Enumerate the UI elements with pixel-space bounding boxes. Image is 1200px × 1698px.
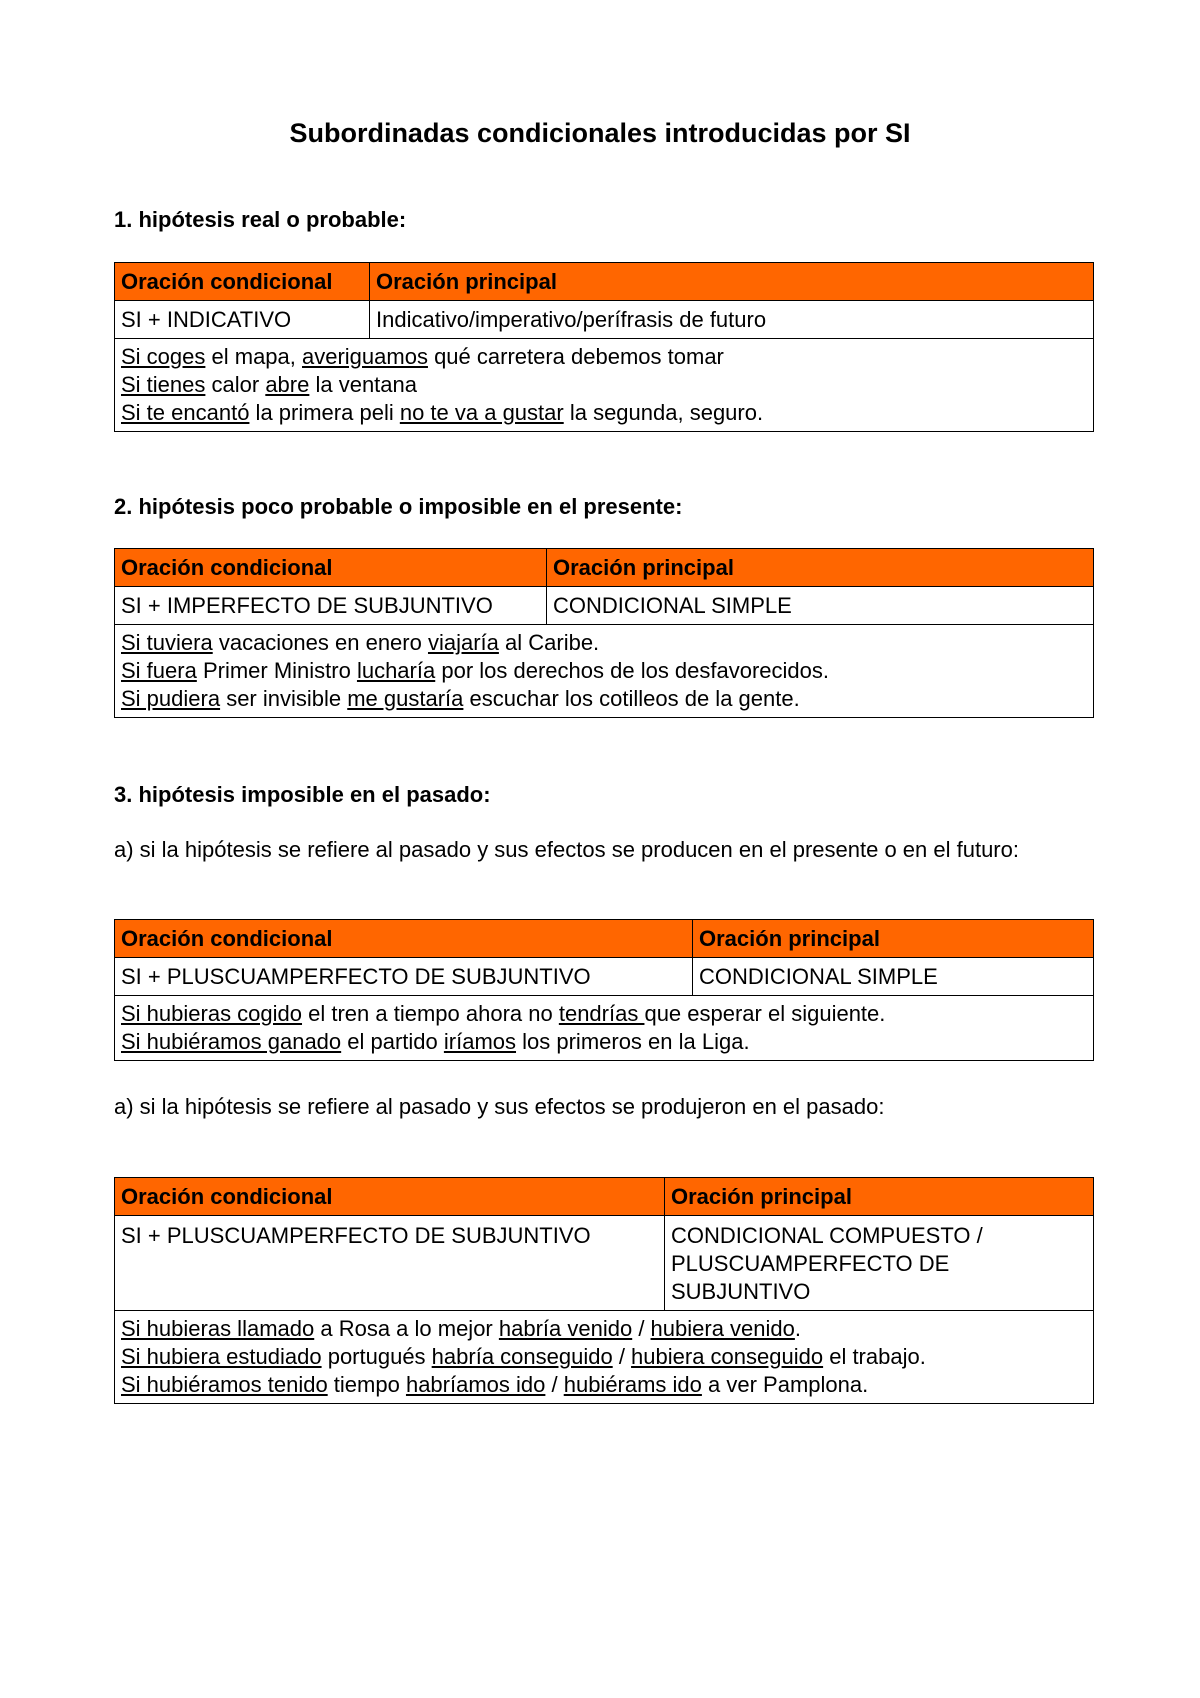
sentence-text: vacaciones en enero xyxy=(212,630,428,655)
sentence-text: la primera peli xyxy=(249,400,400,425)
example-sentence xyxy=(121,685,1087,713)
sentence-text: calor xyxy=(205,372,266,397)
table-examples-row xyxy=(115,996,1094,1061)
section-3a-table xyxy=(114,919,1094,1061)
section-3-heading: 3. hipótesis imposible en el pasado: xyxy=(114,782,491,807)
document-title: Subordinadas condicionales introducidas por SI xyxy=(289,118,911,148)
section-3b-intro: a) si la hipótesis se refiere al pasado y sus efectos se produjeron en el pasado: xyxy=(114,1094,885,1119)
example-sentence xyxy=(121,1028,1087,1056)
rule-condicional: SI + PLUSCUAMPERFECTO DE SUBJUNTIVO xyxy=(115,958,693,996)
verb-phrase: Si te encantó xyxy=(121,400,250,425)
section-1-heading: 1. hipótesis real o probable: xyxy=(114,207,407,232)
sentence-text: los primeros en la Liga. xyxy=(516,1029,750,1054)
verb-phrase: Si hubiéramos tenido xyxy=(121,1372,328,1397)
sentence-text: Primer Ministro xyxy=(196,658,357,683)
verb-phrase: habría venido xyxy=(498,1316,633,1341)
verb-phrase: no te va a gustar xyxy=(399,400,564,425)
sentence-text: tiempo xyxy=(327,1372,406,1397)
sentence-text: escuchar los cotilleos de la gente. xyxy=(463,686,800,711)
sentence-text: ser invisible xyxy=(220,686,348,711)
verb-phrase: abre xyxy=(265,372,310,397)
sentence-text: la segunda, seguro. xyxy=(563,400,764,425)
examples-cell xyxy=(115,339,1094,432)
example-sentence xyxy=(121,399,1087,427)
col-header-principal: Oración principal xyxy=(547,549,1094,587)
verb-phrase: hubiera conseguido xyxy=(631,1344,824,1369)
examples-cell xyxy=(115,996,1094,1061)
verb-phrase: Si tienes xyxy=(121,372,206,397)
verb-phrase: Si hubiera estudiado xyxy=(121,1344,322,1369)
col-header-principal: Oración principal xyxy=(370,263,1094,301)
sentence-text: a ver Pamplona. xyxy=(701,1372,869,1397)
example-sentence xyxy=(121,1000,1087,1028)
verb-phrase: habríamos ido xyxy=(405,1372,546,1397)
verb-phrase: habría conseguido xyxy=(431,1344,613,1369)
verb-phrase: Si hubieras llamado xyxy=(121,1316,315,1341)
section-3b-table xyxy=(114,1177,1094,1404)
rule-condicional: SI + PLUSCUAMPERFECTO DE SUBJUNTIVO xyxy=(115,1216,665,1311)
rule-principal: CONDICIONAL SIMPLE xyxy=(693,958,1094,996)
verb-phrase: hubiérams ido xyxy=(563,1372,702,1397)
table-rule-row xyxy=(115,1216,1094,1311)
sentence-text: que esperar el siguiente. xyxy=(644,1001,886,1026)
section-2-table xyxy=(114,548,1094,718)
table-examples-row xyxy=(115,339,1094,432)
rule-condicional: SI + INDICATIVO xyxy=(115,301,370,339)
table-rule-row xyxy=(115,958,1094,996)
examples-cell xyxy=(115,1311,1094,1404)
col-header-condicional: Oración condicional xyxy=(115,263,370,301)
verb-phrase: Si coges xyxy=(121,344,206,369)
examples-cell xyxy=(115,625,1094,718)
table-header-row xyxy=(115,920,1094,958)
rule-principal: CONDICIONAL SIMPLE xyxy=(547,587,1094,625)
table-examples-row xyxy=(115,625,1094,718)
sentence-text: el partido xyxy=(341,1029,444,1054)
verb-phrase: averiguamos xyxy=(302,344,428,369)
table-header-row xyxy=(115,263,1094,301)
sentence-text: / xyxy=(632,1316,651,1341)
col-header-principal: Oración principal xyxy=(693,920,1094,958)
sentence-text: el tren a tiempo ahora no xyxy=(302,1001,559,1026)
verb-phrase: Si tuviera xyxy=(121,630,213,655)
verb-phrase: Si pudiera xyxy=(121,686,221,711)
rule-condicional: SI + IMPERFECTO DE SUBJUNTIVO xyxy=(115,587,547,625)
sentence-text: portugués xyxy=(321,1344,432,1369)
verb-phrase: Si hubieras cogido xyxy=(121,1001,303,1026)
col-header-condicional: Oración condicional xyxy=(115,920,693,958)
sentence-text: / xyxy=(612,1344,632,1369)
verb-phrase: tendrías xyxy=(558,1001,645,1026)
verb-phrase: viajaría xyxy=(427,630,499,655)
table-rule-row xyxy=(115,587,1094,625)
sentence-text: el trabajo. xyxy=(823,1344,926,1369)
example-sentence xyxy=(121,343,1087,371)
verb-phrase: me gustaría xyxy=(347,686,464,711)
sentence-text: a Rosa a lo mejor xyxy=(314,1316,499,1341)
verb-phrase: hubiera venido xyxy=(650,1316,795,1341)
section-2-heading: 2. hipótesis poco probable o imposible en el presente: xyxy=(114,494,683,519)
verb-phrase: Si fuera xyxy=(121,658,197,683)
example-sentence xyxy=(121,1343,1087,1371)
sentence-text: el mapa, xyxy=(205,344,302,369)
table-rule-row xyxy=(115,301,1094,339)
example-sentence xyxy=(121,1315,1087,1343)
example-sentence xyxy=(121,629,1087,657)
sentence-text: . xyxy=(794,1316,802,1341)
section-1-table xyxy=(114,262,1094,432)
sentence-text: qué carretera debemos tomar xyxy=(427,344,724,369)
table-header-row xyxy=(115,1178,1094,1216)
col-header-principal: Oración principal xyxy=(665,1178,1094,1216)
col-header-condicional: Oración condicional xyxy=(115,1178,665,1216)
section-3a-intro: a) si la hipótesis se refiere al pasado y sus efectos se producen en el presente o en el futuro: xyxy=(114,837,1019,862)
rule-principal: Indicativo/imperativo/perífrasis de futuro xyxy=(370,301,1094,339)
example-sentence xyxy=(121,657,1087,685)
example-sentence xyxy=(121,1371,1087,1399)
rule-principal: CONDICIONAL COMPUESTO / PLUSCUAMPERFECTO DE SUBJUNTIVO xyxy=(665,1216,1094,1311)
sentence-text: / xyxy=(545,1372,564,1397)
sentence-text: por los derechos de los desfavorecidos. xyxy=(435,658,830,683)
example-sentence xyxy=(121,371,1087,399)
sentence-text: la ventana xyxy=(309,372,417,397)
sentence-text: al Caribe. xyxy=(498,630,600,655)
verb-phrase: lucharía xyxy=(356,658,436,683)
verb-phrase: iríamos xyxy=(443,1029,517,1054)
table-header-row xyxy=(115,549,1094,587)
verb-phrase: Si hubiéramos ganado xyxy=(121,1029,342,1054)
table-examples-row xyxy=(115,1311,1094,1404)
col-header-condicional: Oración condicional xyxy=(115,549,547,587)
